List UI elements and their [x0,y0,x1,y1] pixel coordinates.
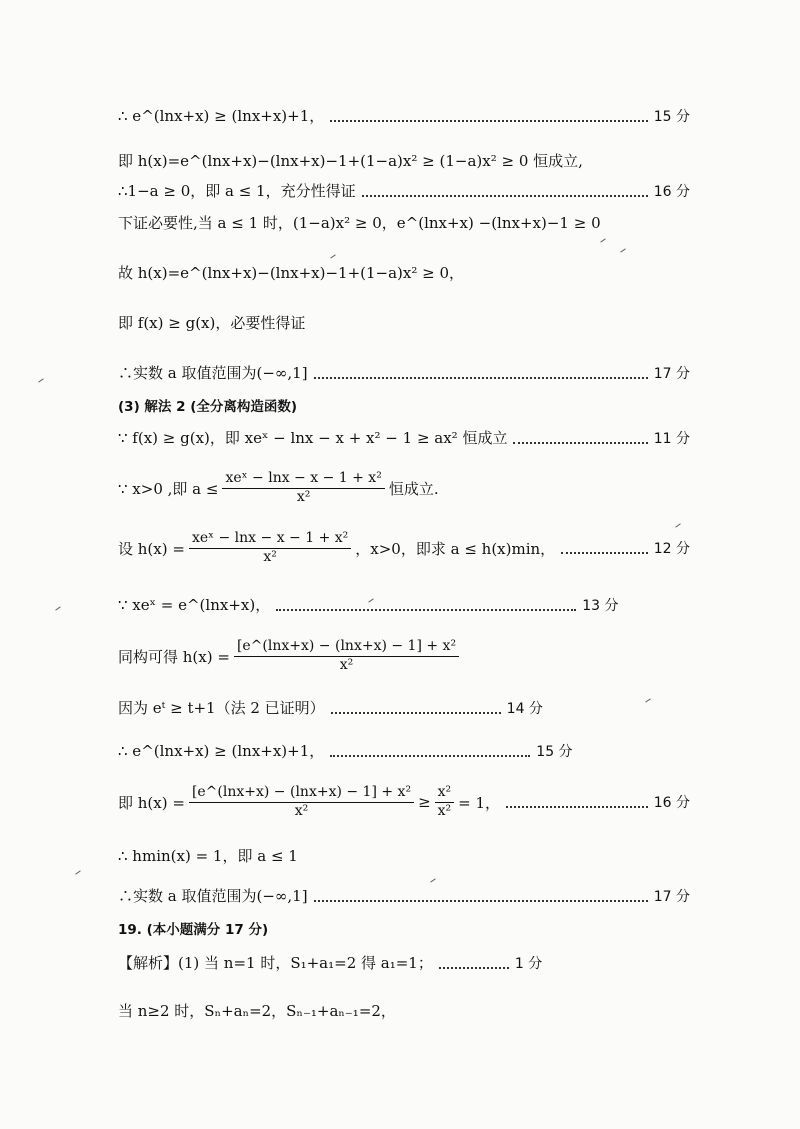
scan-speck [600,238,605,242]
proof-line-13: 同构可得 h(x) = $\frac{\text{[e\textasciicircum{}(lnx+x) − (lnx+x) − 1] + x²}}{\text{x²}}$ [118,638,690,674]
proof-line-15: ∴ e^(lnx+x) ≥ (lnx+x)+1， 15 分 [118,742,573,760]
proof-line-12: ∵ xeˣ = e^(lnx+x)， 13 分 [118,596,619,614]
fraction: $\frac{\text{[e\textasciicircum{}(lnx+x) − (lnx+x) − 1] + x²}}{\text{x²}}$ [234,638,459,674]
score-label: 1 分 [514,955,543,972]
problem-heading: 19. (本小题满分 17 分) [118,922,269,938]
leader-dots [439,967,509,969]
fraction: $\frac{\text{xeˣ − lnx − x − 1 + x²}}{\text{x²}}$ [189,530,351,566]
proof-line-1: ∴ e^(lnx+x) ≥ (lnx+x)+1， 15 分 [118,107,690,125]
score-label: 12 分 [653,541,690,557]
score-label: 15 分 [653,108,690,125]
leader-dots [513,442,647,444]
proof-line-14: 因为 eᵗ ≥ t+1（法 2 已证明） 14 分 [118,699,543,717]
leader-dots [506,806,648,808]
proof-line-17: ∴ hmin(x) = 1，即 a ≤ 1 [118,847,298,865]
score-label: 11 分 [653,430,690,447]
fraction: $\frac{\text{xeˣ − lnx − x − 1 + x²}}{\text{x²}}$ [222,470,384,506]
leader-dots [276,609,576,611]
proof-line-4: 下证必要性,当 a ≤ 1 时，(1−a)x² ≥ 0，e^(lnx+x) −(lnx+x)−1 ≥ 0 [118,214,601,232]
score-label: 16 分 [653,183,690,200]
section-heading: (3) 解法 2 (全分离构造函数) [118,399,298,415]
score-label: 17 分 [653,365,690,382]
fraction: $\frac{\text{[e\textasciicircum{}(lnx+x) − (lnx+x) − 1] + x²}}{\text{x²}}$ [189,784,414,820]
scan-speck [675,523,680,527]
leader-dots [362,195,648,197]
scan-speck [620,248,625,252]
score-label: 14 分 [506,700,543,717]
leader-dots [314,900,648,902]
proof-line-20: 【解析】(1) 当 n=1 时，S₁+a₁=2 得 a₁=1； 1 分 [118,954,543,972]
score-label: 13 分 [582,597,619,614]
leader-dots [331,712,501,714]
leader-dots [330,755,530,757]
proof-line-2: 即 h(x)=e^(lnx+x)−(lnx+x)−1+(1−a)x² ≥ (1−a)x² ≥ 0 恒成立, [118,152,583,170]
scan-speck [55,606,60,610]
score-label: 15 分 [536,743,573,760]
score-label: 16 分 [653,795,690,811]
scan-speck [330,254,335,258]
proof-line-11: 设 h(x) = $\frac{\text{xeˣ − lnx − x − 1 + x²}}{\text{x²}}$ ，x>0，即求 a ≤ h(x)min， 12 分 [118,530,690,565]
leader-dots [314,377,648,379]
proof-line-16: 即 h(x) = $\frac{\text{[e\textasciicircum{}(lnx+x) − (lnx+x) − 1] + x²}}{\text{x²}}$ ≥ $\frac{\text{x²}}{\text{x²}}$ = 1， 16 分 [118,784,690,819]
leader-dots [561,552,648,554]
scan-speck [75,870,80,874]
proof-line-18: ∴实数 a 取值范围为(−∞,1] 17 分 [118,887,690,905]
scan-speck [38,378,43,382]
proof-line-5: 故 h(x)=e^(lnx+x)−(lnx+x)−1+(1−a)x² ≥ 0， [118,264,465,282]
proof-line-7: ∴实数 a 取值范围为(−∞,1] 17 分 [118,364,690,382]
fraction: $\frac{\text{x²}}{\text{x²}}$ [435,784,455,820]
scan-speck [430,878,435,882]
leader-dots [330,120,647,122]
proof-line-3: ∴1−a ≥ 0，即 a ≤ 1，充分性得证 16 分 [118,182,690,200]
proof-line-21: 当 n≥2 时，Sₙ+aₙ=2，Sₙ₋₁+aₙ₋₁=2， [118,1002,396,1020]
score-label: 17 分 [653,888,690,905]
proof-line-10: ∵ x>0 ,即 a ≤ $\frac{\text{xeˣ − lnx − x − 1 + x²}}{\text{x²}}$ 恒成立. [118,470,439,505]
proof-line-9: ∵ f(x) ≥ g(x)，即 xeˣ − lnx − x + x² − 1 ≥ ax² 恒成立 11 分 [118,429,690,447]
proof-line-6: 即 f(x) ≥ g(x)，必要性得证 [118,314,306,332]
